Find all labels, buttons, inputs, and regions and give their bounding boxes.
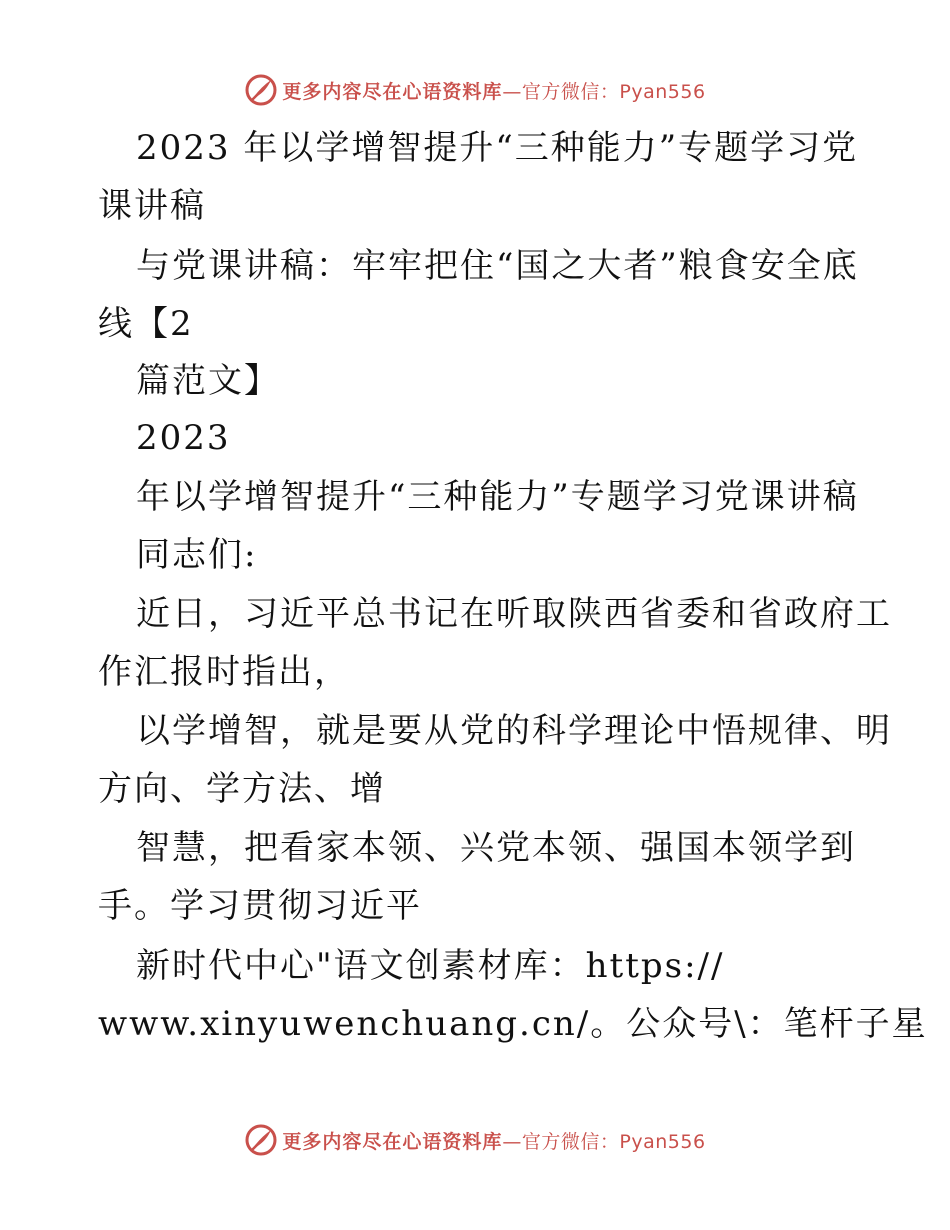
text-line: 方向、学方法、增 [98,769,386,809]
text-line: 手。学习贯彻习近平 [98,886,422,926]
watermark-brand-text: 更多内容尽在心语资料库 [282,1130,503,1153]
text-line: 2023 年以学增智提升“三种能力”专题学习党 [136,128,859,168]
text-line: 篇范文】 [136,361,280,401]
quill-logo-icon [244,1123,278,1157]
text-line: www.xinyuwenchuang.cn/。公众号\：笔杆子星 [98,1004,928,1044]
text-line: 年以学增智提升“三种能力”专题学习党课讲稿 [136,477,859,517]
text-line: 与党课讲稿：牢牢把住“国之大者”粮食安全底 [136,246,859,286]
watermark-contact-text: —官方微信：Pyan556 [502,80,706,103]
quill-logo-icon [244,73,278,107]
text-line: 线【2 [98,304,194,344]
text-line: 以学增智，就是要从党的科学理论中悟规律、明 [136,711,892,751]
text-line: 同志们: [136,535,258,575]
watermark-contact-text: —官方微信：Pyan556 [502,1130,706,1153]
text-line: 课讲稿 [98,186,206,226]
text-line: 2023 [136,418,231,458]
text-line: 近日，习近平总书记在听取陕西省委和省政府工 [136,594,892,634]
watermark-brand-text: 更多内容尽在心语资料库 [282,80,503,103]
text-line: 新时代中心"语文创素材库：https:// [136,946,725,986]
text-line: 智慧，把看家本领、兴党本领、强国本领学到 [136,828,856,868]
header-watermark [0,70,950,110]
footer-watermark [0,1120,950,1160]
text-line: 作汇报时指出， [98,652,350,692]
